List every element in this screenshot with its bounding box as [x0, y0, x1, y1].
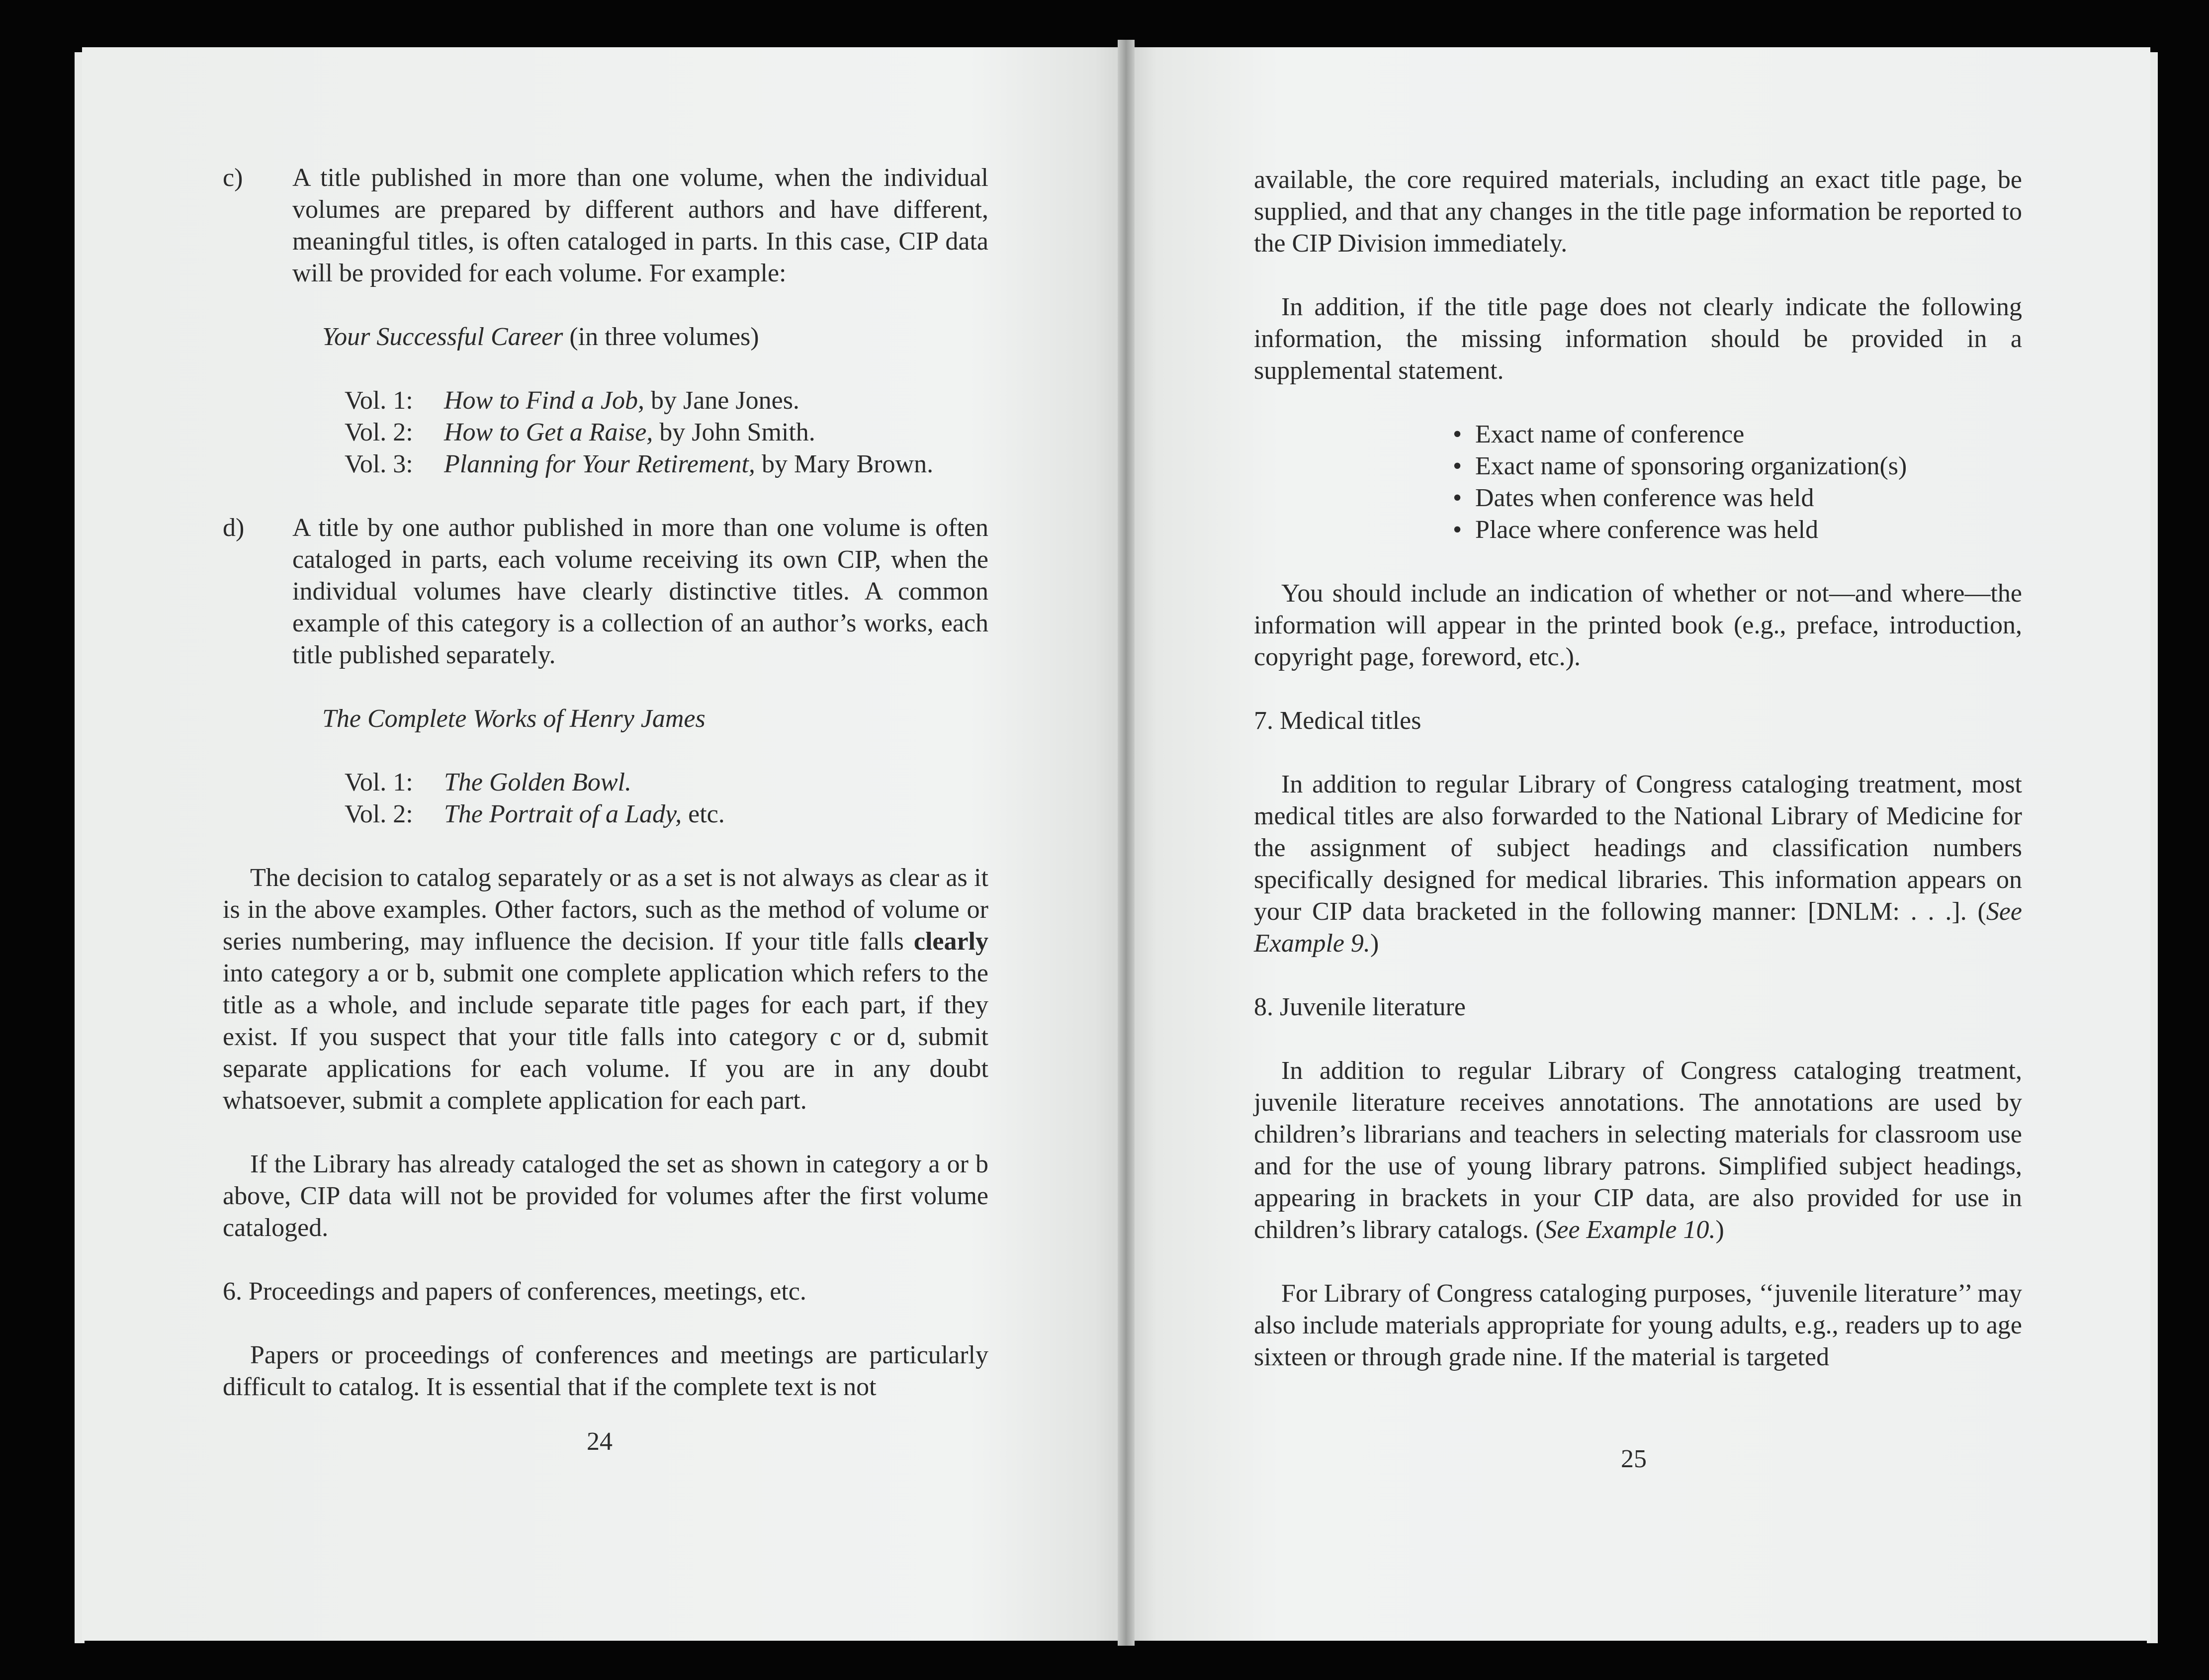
- paragraph-addition: In addition, if the title page does not clearly indicate the following information, the missing information should be provided in a supplemental statement.: [1254, 293, 2022, 385]
- paragraph-available: available, the core required materials, including an exact title page, be supplied, and that any changes in the title page information be reported to the CIP Division immediately.: [1254, 166, 2022, 258]
- volume-author: by Jane Jones.: [650, 386, 799, 415]
- left-page-text: [223, 162, 988, 1403]
- list-item-c-text: A title published in more than one volume, when the individual volumes are prepared by different authors and have different, meaningful titles, is often cataloged in parts. In this case, CIP data will be provided for each volume. For example:: [292, 164, 988, 287]
- list-item-d: [223, 512, 988, 671]
- volume-line: [223, 798, 988, 830]
- example-title-james: The Complete Works of Henry James: [322, 705, 706, 733]
- paragraph-medical-text: In addition to regular Library of Congress cataloging treatment, most medical titles are also forwarded to the National Library of Medicine for the assignment of subject headings and classification numbers specifically designed for medical libraries. This information appears on your CIP data bracketed in the following manner: [DNLM: . . .]. (: [1254, 770, 2022, 926]
- volume-line: [223, 767, 988, 798]
- list-item-c: [223, 162, 988, 289]
- paragraph-papers: Papers or proceedings of conferences and meetings are particularly difficult to catalog. It is essential that if the complete text is not: [223, 1341, 988, 1401]
- volume-label: Vol. 2:: [345, 800, 413, 828]
- volume-title: How to Get a Raise,: [444, 418, 653, 446]
- list-item: • Exact name of conference: [1453, 419, 2022, 450]
- paragraph-medical: [1254, 769, 2022, 960]
- right-page-text: [1254, 164, 2022, 1373]
- book-gutter: [1118, 40, 1135, 1646]
- volume-title: How to Find a Job,: [444, 386, 644, 415]
- volume-line: [223, 448, 988, 480]
- page-number-left: 24: [587, 1427, 613, 1456]
- paragraph-indication: You should include an indication of whether or not—and where—the information will appear in the printed book (e.g., preface, introduction, copyright page, foreword, etc.).: [1254, 579, 2022, 671]
- section-heading-8: 8. Juvenile literature: [1254, 993, 1466, 1021]
- list-item-d-text: A title by one author published in more than one volume is often cataloged in parts, each volume receiving its own CIP, when the individual volumes have clearly distinctive titles. A common example of this category is a collection of an author’s works, each title published separately.: [292, 514, 988, 669]
- volume-label: Vol. 3:: [345, 450, 413, 478]
- paragraph-juvenile-close: ): [1715, 1216, 1724, 1244]
- volume-label: Vol. 1:: [345, 768, 413, 796]
- volume-suffix: etc.: [688, 800, 725, 828]
- paragraph-library: If the Library has already cataloged the set as shown in category a or b above, CIP data will not be provided for volumes after the first volume cataloged.: [223, 1150, 988, 1242]
- paragraph-decision-text: The decision to catalog separately or as a set is not always as clear as it is in the above examples. Other factors, such as the method of volume or series numbering, may influence the decision. If your title falls: [223, 864, 988, 956]
- volume-line: [223, 417, 988, 448]
- paragraph-decision-text-2: into category a or b, submit one complete application which refers to the title as a whole, and include separate title pages for each part, if they exist. If you suspect that your title falls into category c or d, submit separate applications for each volume. If you are in any doubt whatsoever, submit a complete application for each part.: [223, 959, 988, 1115]
- list-marker-c: c): [223, 164, 243, 192]
- volume-title: Planning for Your Retirement,: [444, 450, 755, 478]
- volume-title: The Portrait of a Lady,: [444, 800, 682, 828]
- list-marker-d: d): [223, 514, 245, 542]
- paragraph-decision: [223, 862, 988, 1117]
- example-title-career-italic: Your Successful Career: [322, 323, 563, 351]
- volume-author: by Mary Brown.: [761, 450, 934, 478]
- volume-label: Vol. 1:: [345, 386, 413, 415]
- volume-label: Vol. 2:: [345, 418, 413, 446]
- paragraph-medical-close: ): [1370, 929, 1379, 958]
- emphasis-clearly: clearly: [913, 927, 988, 956]
- volume-title: The Golden Bowl.: [444, 768, 631, 796]
- list-item: • Place where conference was held: [1453, 514, 2022, 546]
- paragraph-juvenile-text: In addition to regular Library of Congress cataloging treatment, juvenile literature receives annotations. The annotations are used by children’s librarians and teachers in selecting materials for classroom use and for the use of young library patrons. Simplified subject headings, appearing in brackets in your CIP data, are also provided for use in children’s library catalogs. (: [1254, 1057, 2022, 1244]
- bullet-list: [1254, 419, 2022, 546]
- volume-author: by John Smith.: [659, 418, 815, 446]
- example-title-career-note: (in three volumes): [569, 323, 759, 351]
- paragraph-juvenile: [1254, 1055, 2022, 1246]
- list-item: • Dates when conference was held: [1453, 482, 2022, 514]
- example-title-career: [223, 321, 988, 353]
- page-number-right: 25: [1621, 1445, 1647, 1473]
- reference-example-10: See Example 10.: [1544, 1216, 1716, 1244]
- reference-example-9: See Example 9.: [1254, 897, 2022, 958]
- volume-line: [223, 385, 988, 417]
- paragraph-purposes: For Library of Congress cataloging purposes, ‘‘juvenile literature’’ may also include materials appropriate for young adults, e.g., readers up to age sixteen or through grade nine. If the material is targeted: [1254, 1279, 2022, 1371]
- section-heading-6: 6. Proceedings and papers of conferences, meetings, etc.: [223, 1277, 806, 1306]
- section-heading-7: 7. Medical titles: [1254, 707, 1421, 735]
- list-item: • Exact name of sponsoring organization(s): [1453, 450, 2022, 482]
